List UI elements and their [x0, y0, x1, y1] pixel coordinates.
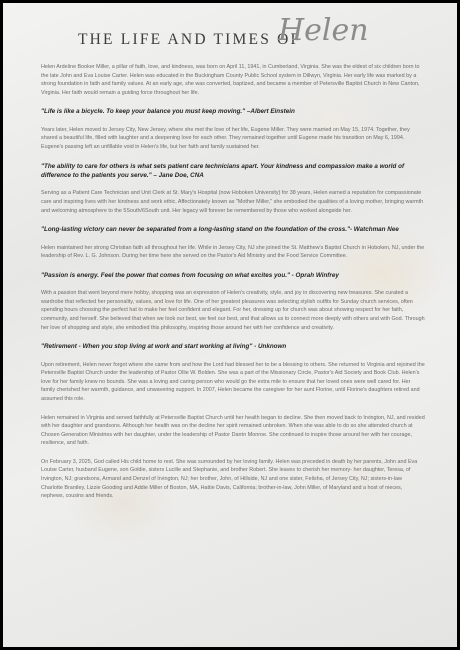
page-title: [3, 13, 457, 57]
obituary-page: [3, 3, 457, 647]
paragraph-later-years: Helen remained in Virginia and served faithfully at Petersville Baptist Church until her health began to decline. She then moved back to Irvington, NJ, and resided with her daughter and grandsons. Although her health was on the decline her spirit remained unbroken. When she was able to do so she attended church at Chosen Generation Ministries with her daughter, under the leadership of Pastor Darrin Monroe. She continued to inspire those around her with her courage, resilience, and faith.: [41, 414, 425, 447]
title-text: THE LIFE AND TIMES OF: [78, 31, 302, 48]
paragraph-career: Serving as a Patient Care Technician and Unit Clerk at St. Mary's Hospital (now Hoboken University) for 38 years, Helen earned a reputation for compassionate care and inspiring lives with her kindness and work ethic. Affectionately known as "Mother Miller," she embodied the qualities of a loving mother, bringing warmth and welcoming atmosphere to the 5South/6South unit. Her legacy will forever be remembered by those who worked alongside her.: [41, 190, 424, 214]
paragraph-survivors: On February 3, 2025, God called His child home to rest. She was surrounded by her loving family. Helen was preceded in death by her parents, John and Eva Louise Carter, husband Eugene, son Goldie, sisters Lucille and Stephanie, and brother Robert. She leaves to cherish her memory- her daughter, Teresa, of Irvington, NJ; grandsons, Armand and Denzel of Irvington, NJ; her brother, John, of Hillside, NJ and one sister, Felisha, of Jersey City, NJ; sisters-in-law Charlotte Brantley, Lizzie Gooding and Addie Miller of Boston, MA, Hattie Davis, California; brother-in-law, John Miller, of Maryland and a host of nieces, nephews, cousins and friends.: [41, 458, 418, 500]
quote-patient-care: "The ability to care for others is what sets patient care technicians apart. Your kindness and compassion make a world of difference to the patients you serve." – Jane Doe, CNA: [41, 162, 405, 179]
quote-retirement: "Retirement - When you stop living at work and start working at living" - Unknown: [41, 343, 287, 351]
obituary-body: [41, 63, 425, 511]
quote-watchman-nee: "Long-lasting victory can never be separated from a long-lasting stand on the foundation of the cross."- Watchman Nee: [41, 226, 399, 234]
paragraph-shopping: With a passion that went beyond mere hobby, shopping was an expression of Helen's creativity, style, and joy in discovering new treasures. She curated a wardrobe that reflected her personality, values, and love for life. One of her greatest pleasures was selecting stylish outfits for Sunday church services, often spending hours choosing the perfect hat to make her feel confident and elegant. For her, dressing up for church was about showing respect for her faith, community, and herself. She believed that when we look our best, we feel our best, and that allows us to connect more deeply with others and with God. Through her love of shopping and style, she embodied this philosophy, inspiring those around her with her confidence and creativity.: [41, 290, 425, 331]
paragraph-faith: Helen maintained her strong Christian faith all throughout her life. While in Jersey City, NJ she joined the St. Matthew's Baptist Church in Hoboken, NJ, under the leadership of Rev. L. G. Johnson. During her time here she served on the Pastor's Aid Ministry and the Food Service Committee.: [41, 244, 425, 260]
paragraph-retirement: Upon retirement, Helen never forgot where she came from and how the Lord had blessed her to be a blessing to others. She returned to Virginia and rejoined the Petersville Baptist Church under the leadership of Pastor Ollie W. Bolden. She was a part of the Missionary Circle, Pastor's Aid Society and Book Club. Helen's love for her family knew no bounds. She was a loving and caring person who would go the extra mile to ensure that her loved ones were well cared for. Her family cherished her warmth, guidance, and unwavering support. In 2007, Helen became the caregiver for her aunt Florine, until Florine's daughters retired and assumed this role.: [41, 361, 425, 402]
quote-oprah: "Passion is energy. Feel the power that comes from focusing on what excites you." - Oprah Winfrey: [41, 271, 339, 279]
paragraph-marriage: Years later, Helen moved to Jersey City, New Jersey, where she met the love of her life, Eugene Miller. They were married on May 15, 1974. Together, they shared a beautiful life, filled with laughter and a deepening love for each other. They remained together until Eugene made his transition on May 6, 1994. Eugene's passing left an unfillable void in Helen's life, but her faith and family sustained her.: [41, 126, 410, 150]
quote-einstein: "Life is like a bicycle. To keep your balance you must keep moving." –Albert Einstein: [41, 108, 295, 116]
paragraph-early-life: Helen Ardeline Booker Miller, a pillar of faith, love, and kindness, was born on April 11, 1941, in Cumberland, Virginia. She was the eldest of six children born to the late John and Eva Louise Carter. Helen was educated in the Buckingham County Public School system in Dillwyn, Virginia. Her early life was marked by a strong foundation in faith and family values. At an early age, she was converted, baptized, and became a member of Petersville Baptist Church in New Canton, Virginia. Her faith would remain a guiding force throughout her life.: [41, 64, 420, 96]
title-name-script: Helen: [278, 13, 369, 48]
